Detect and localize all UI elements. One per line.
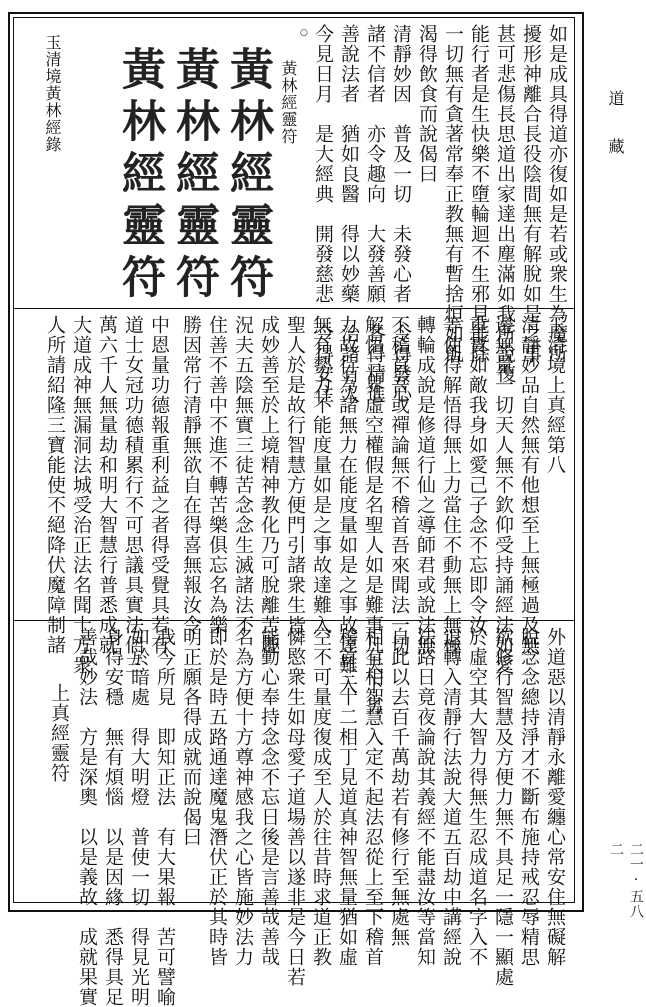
text-column: 空不可量度復成至人於往昔時求道正教 xyxy=(310,627,332,967)
text-column: 不稽首吾或禪論無不稽首吾來聞法一切 xyxy=(388,315,410,655)
margin-page-number: 二一·五八二 xyxy=(608,842,644,919)
text-column: 外道惡以清靜永離愛纏心常安住無礙解 xyxy=(544,627,566,967)
text-column: 萬六千人無量劫和明大智慧行普悉成就 xyxy=(96,315,118,655)
text-column: 今見日月 是大經典 開發慈悲 令得安住 xyxy=(312,24,334,404)
text-column: 憐愍衆生如母愛子道場善以遂非是今日若 xyxy=(284,627,306,987)
text-column: 況夫五陰無實三徒苦念念生滅諸法不 xyxy=(232,315,254,635)
verse-column: 善哉妙法 方是深奧 以是義故 成就果實 xyxy=(76,627,98,1007)
text-column: 邊無量一切天人無不欽仰受持誦經法如愛 xyxy=(492,315,514,675)
text-column: 清靜妙因 普及一切 未發心者 令得發心 xyxy=(390,24,412,404)
seal-script-glyphs: 黃林經靈符 xyxy=(114,46,165,306)
text-column: 道士女冠功德積累行不可思議具實法侶三 xyxy=(122,315,144,675)
text-column: 名為方便十方尊神感我之心皆施妙法力 xyxy=(232,627,254,967)
text-column: 即於是時五路通達魔鬼潛伏正於其時皆 xyxy=(206,627,228,967)
seal-script-glyphs: 黃林經靈符 xyxy=(222,46,273,306)
panel-bottom xyxy=(16,623,572,1007)
seal-caption: 黃林經靈符 xyxy=(279,60,298,145)
text-column: 力故行為諸無力在能度量如是之事故達難入 xyxy=(336,315,358,695)
text-column: 欲修行智慧及方便力無不具足一隱一顯處 xyxy=(492,627,514,987)
text-column: 一切無有貪著常奉正教無有暫捨恒如飢 xyxy=(442,24,464,364)
text-column: 聖人於是故行智慧方便門引諸衆生皆 xyxy=(284,315,306,635)
section-marker: ○ xyxy=(300,28,308,38)
text-column: 善說法者 猶如良醫 得以妙藥 治諸有人 xyxy=(338,24,360,404)
text-column: 解悟三界虛空權假是名聖人如是難事凡夫下劣 xyxy=(362,315,384,715)
text-column: 於虛空其大智力得無生忍成道名字入不 xyxy=(466,627,488,967)
text-column: 重寶如敵我身如愛己子念不忘即令汝 xyxy=(466,315,488,635)
text-column: 稽首三十二相丁見道真神智無量猶如虛 xyxy=(336,627,358,967)
seal-script-glyphs: 黃林經靈符 xyxy=(168,46,219,306)
text-column: 成妙善至於上境精神教化乃可脫離苦趣 xyxy=(258,315,280,655)
text-column: 無有勢力不能度量如是之事故達難入 xyxy=(310,315,332,635)
closing-title: 上真經靈符 xyxy=(48,683,70,783)
text-column: 相有相智慧入定不起法忍從上至下稽首 xyxy=(362,627,384,967)
text-column: 擾形神離合長役陰間無有解脫如是之事 xyxy=(520,24,542,364)
text-column: 等使得解悟得無上力當住不動無上無極 xyxy=(440,315,462,655)
chapter-heading: 玉清境上真經第八 xyxy=(544,315,566,475)
text-column: 甚可悲傷長思道出家達出塵滿如我所說復 xyxy=(494,24,516,384)
text-column: 諸不信者 亦令趣向 大發善願 各得精進 xyxy=(364,24,386,404)
text-column: 清靜妙品自然無有他想至上無極過及無 xyxy=(518,315,540,655)
text-column: 大道成神無漏洞法城受治正法名聞十方衆 xyxy=(70,315,92,675)
text-column: 能行者是生快樂不墮輪迴不生邪見能除 xyxy=(468,24,490,364)
text-column: 能勤心奉持念念不忘日後是言善哉善哉 xyxy=(258,627,280,967)
verse-column: 身得安穩 無有煩惱 以是因緣 悉得具足 xyxy=(102,627,124,1007)
text-column: 自此以去百千萬劫若有修行至無處無 xyxy=(388,627,410,947)
text-column: 脫念念總持淨才不斷布施持戒忍辱精思 xyxy=(518,627,540,967)
text-column: 人所請紹隆三寶能使不絕降伏魔障制諸 xyxy=(44,315,66,655)
text-column: 退轉入清靜行法說大道五百劫中講經說 xyxy=(440,627,462,967)
verse-column: 如於暗處 得大明燈 普使一切 得見光明 xyxy=(128,627,150,1007)
panel-middle xyxy=(16,311,572,715)
text-column: 轉輪成說是修道行仙之導師君或說法無 xyxy=(414,315,436,655)
verse-column: 我今所見 即知正法 有大果報 苦可譬喻 xyxy=(154,627,176,1007)
margin-side-title: 道藏 xyxy=(606,90,625,186)
text-column: 渴得飲食而說偈曰 xyxy=(416,24,438,184)
text-column: 勝因常行清靜無欲自在得喜無報汝令 xyxy=(180,315,202,635)
seal-title: 玉清境黃林經錄 xyxy=(43,34,62,153)
text-column: 中恩量功德報重利益之者得受覺具若有 xyxy=(148,315,170,655)
text-column: 明正願各得成就而說偈曰 xyxy=(180,627,202,847)
text-column: 法路日竟夜論說其義經不能盡汝等當知 xyxy=(414,627,436,967)
text-column: 住善不善中不進不轉苦樂俱忘名為樂 xyxy=(206,315,228,635)
text-column: 如是成具得道亦復如是若或衆生為魔所 xyxy=(546,24,568,364)
